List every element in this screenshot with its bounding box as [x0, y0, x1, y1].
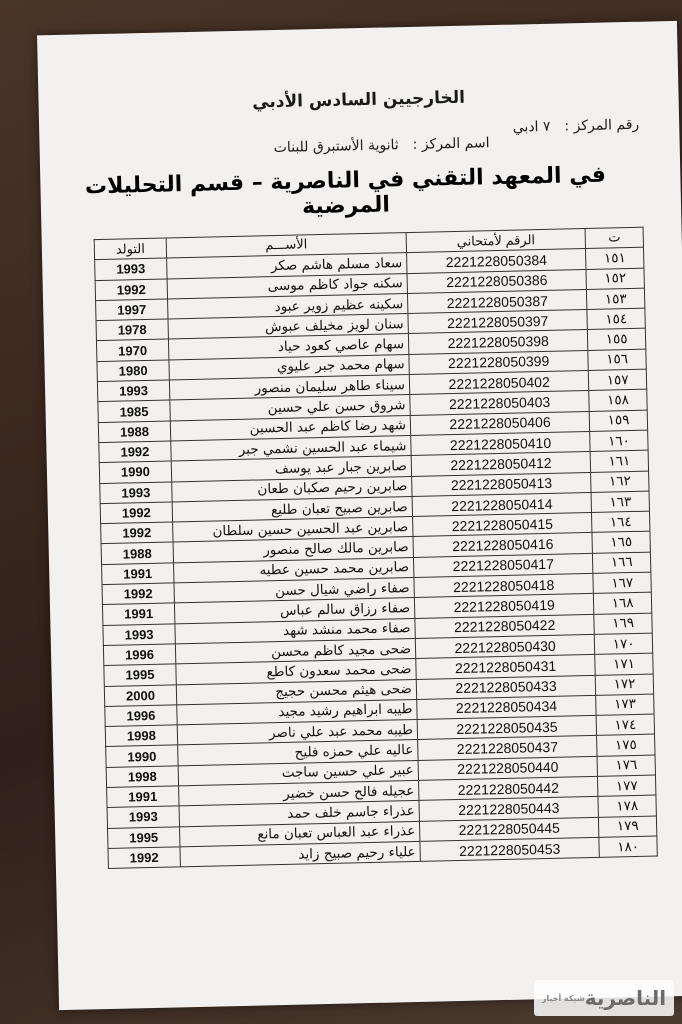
row-seq: ١٦٥ — [592, 532, 650, 554]
row-name: صابرين محمد حسين عطيه — [173, 557, 413, 583]
row-birth-year: 1993 — [95, 258, 167, 280]
row-name: سنان لويز مخيلف عبوش — [168, 314, 408, 340]
document-page — [37, 21, 682, 1010]
center-name-label: اسم المركز : — [412, 135, 490, 153]
row-name: عاليه علي حمزه فليح — [178, 740, 418, 766]
row-birth-year: 1993 — [100, 482, 172, 504]
row-birth-year: 1995 — [104, 664, 176, 686]
row-name: سكينه عظيم زوير عبود — [167, 293, 407, 319]
row-name: ضحى محمد سعدون كاطع — [176, 659, 416, 685]
header-name: الأســـم — [166, 233, 406, 259]
row-exam-number: 2221228050433 — [416, 675, 596, 699]
row-birth-year: 1991 — [102, 563, 174, 585]
center-number — [499, 117, 640, 136]
row-birth-year: 1998 — [105, 725, 177, 747]
row-seq: ١٦٧ — [593, 572, 651, 594]
row-birth-year: 1997 — [96, 299, 168, 321]
row-exam-number: 2221228050443 — [419, 797, 599, 821]
institute-heading: في المعهد التقني في الناصرية – قسم التحليلات المرضية — [84, 162, 607, 220]
row-name: شهد رضا كاظم عبد الحسين — [170, 415, 410, 441]
row-name: صفاء محمد منشد شهد — [175, 618, 415, 644]
row-exam-number: 2221228050406 — [410, 411, 590, 435]
header-seq: ت — [585, 227, 643, 249]
row-birth-year: 1990 — [106, 745, 178, 767]
row-exam-number: 2221228050430 — [415, 634, 595, 658]
row-seq: ١٥٤ — [587, 308, 645, 330]
row-name: ضحى مجيد كاظم محسن — [175, 638, 415, 664]
row-seq: ١٧٧ — [598, 775, 656, 797]
row-name: صفاء رزاق سالم عباس — [174, 598, 414, 624]
row-name: سعاد مسلم هاشم صكر — [167, 253, 407, 279]
row-seq: ١٦٦ — [593, 552, 651, 574]
row-seq: ١٧٤ — [596, 714, 654, 736]
row-name: صابرين رحيم صكبان طعان — [172, 476, 412, 502]
row-birth-year: 1993 — [103, 624, 175, 646]
row-exam-number: 2221228050384 — [407, 249, 587, 273]
row-birth-year: 1992 — [100, 502, 172, 524]
row-name: صفاء راضي شيال حسن — [174, 578, 414, 604]
row-birth-year: 1988 — [101, 542, 173, 564]
row-birth-year: 1992 — [108, 847, 180, 869]
student-table — [94, 227, 658, 870]
row-birth-year: 1996 — [105, 705, 177, 727]
row-seq: ١٦٢ — [591, 471, 649, 493]
row-name: طيبه محمد عبد علي ناصر — [177, 720, 417, 746]
row-exam-number: 2221228050440 — [418, 756, 598, 780]
row-exam-number: 2221228050419 — [414, 594, 594, 618]
row-seq: ١٦١ — [590, 450, 648, 472]
row-exam-number: 2221228050445 — [419, 817, 599, 841]
row-birth-year: 1995 — [108, 826, 180, 848]
row-exam-number: 2221228050435 — [417, 715, 597, 739]
row-exam-number: 2221228050418 — [414, 573, 594, 597]
row-exam-number: 2221228050403 — [410, 391, 590, 415]
watermark-text: الناصرية — [584, 986, 667, 1010]
row-seq: ١٥٥ — [588, 329, 646, 351]
row-birth-year: 1980 — [97, 360, 169, 382]
row-birth-year: 1970 — [96, 339, 168, 361]
row-birth-year: 1991 — [102, 603, 174, 625]
row-seq: ١٥٣ — [587, 288, 645, 310]
row-birth-year: 1998 — [106, 766, 178, 788]
watermark-subtitle: شبكة أخبار — [541, 993, 585, 1003]
header-birth-year: التولد — [94, 238, 166, 260]
row-exam-number: 2221228050399 — [409, 350, 589, 374]
row-exam-number: 2221228050386 — [407, 269, 587, 293]
row-seq: ١٦٨ — [594, 592, 652, 614]
row-birth-year: 1991 — [107, 786, 179, 808]
row-exam-number: 2221228050412 — [411, 452, 591, 476]
row-birth-year: 1992 — [101, 522, 173, 544]
row-exam-number: 2221228050387 — [407, 289, 587, 313]
row-seq: ١٥٨ — [589, 390, 647, 412]
row-exam-number: 2221228050437 — [418, 736, 598, 760]
row-birth-year: 1990 — [99, 461, 171, 483]
center-name-value: ثانوية الأستبرق للبنات — [273, 137, 399, 157]
row-seq: ١٨٠ — [599, 836, 657, 858]
row-name: سهام محمد جبر عليوي — [169, 354, 409, 380]
row-seq: ١٥٢ — [586, 268, 644, 290]
site-watermark-logo — [534, 980, 674, 1016]
row-birth-year: 2000 — [104, 684, 176, 706]
row-name: عذراء عبد العباس تعبان مانع — [179, 821, 419, 847]
row-name: صابرين مالك صالح منصور — [173, 537, 413, 563]
row-exam-number: 2221228050415 — [413, 513, 593, 537]
document-title: الخارجيين السادس الأدبي — [251, 87, 466, 113]
row-seq: ١٧٩ — [599, 816, 657, 838]
row-birth-year: 1978 — [96, 319, 168, 341]
row-name: طيبه ابراهيم رشيد مجيد — [177, 699, 417, 725]
row-seq: ١٧٠ — [595, 633, 653, 655]
row-name: صابرين جبار عبد يوسف — [171, 456, 411, 482]
row-name: سكنه جواد كاظم موسى — [167, 273, 407, 299]
table-body — [95, 247, 658, 868]
row-seq: ١٧٢ — [595, 674, 653, 696]
row-name: صابرين عبد الحسين حسين سلطان — [173, 517, 413, 543]
row-name: شيماء عبد الحسين نشمي جبر — [171, 435, 411, 461]
row-exam-number: 2221228050431 — [416, 655, 596, 679]
row-exam-number: 2221228050417 — [413, 553, 593, 577]
row-seq: ١٥٦ — [588, 349, 646, 371]
center-name — [260, 135, 490, 156]
row-exam-number: 2221228050416 — [413, 533, 593, 557]
row-exam-number: 2221228050442 — [419, 776, 599, 800]
row-seq: ١٧٣ — [596, 694, 654, 716]
row-exam-number: 2221228050434 — [417, 695, 597, 719]
row-seq: ١٧٨ — [598, 795, 656, 817]
row-exam-number: 2221228050398 — [408, 330, 588, 354]
row-birth-year: 1985 — [98, 400, 170, 422]
row-birth-year: 1992 — [95, 279, 167, 301]
row-seq: ١٧٦ — [597, 755, 655, 777]
row-seq: ١٥٧ — [589, 369, 647, 391]
row-seq: ١٦٣ — [591, 491, 649, 513]
row-seq: ١٥١ — [586, 247, 644, 269]
row-seq: ١٦٤ — [592, 511, 650, 533]
row-exam-number: 2221228050410 — [411, 431, 591, 455]
row-birth-year: 1993 — [107, 806, 179, 828]
row-name: صابرين صبيح تعبان طليع — [172, 496, 412, 522]
row-seq: ١٥٩ — [589, 410, 647, 432]
row-name: عبير علي حسين ساجت — [178, 760, 418, 786]
row-seq: ١٦٩ — [594, 613, 652, 635]
row-exam-number: 2221228050402 — [409, 371, 589, 395]
row-name: شروق حسن علي حسين — [170, 395, 410, 421]
header-exam-number: الرقم لأمتحاني — [406, 228, 586, 252]
row-exam-number: 2221228050397 — [408, 310, 588, 334]
row-birth-year: 1988 — [98, 421, 170, 443]
row-name: ضحى هيثم محسن حجيج — [176, 679, 416, 705]
row-seq: ١٧٥ — [597, 734, 655, 756]
row-name: سهام عاصي كعود حياد — [168, 334, 408, 360]
center-number-label: رقم المركز : — [564, 116, 640, 135]
row-birth-year: 1993 — [97, 380, 169, 402]
row-name: علياء رحيم صبيح زايد — [180, 841, 420, 867]
row-name: عذراء جاسم خلف حمد — [179, 801, 419, 827]
row-seq: ١٦٠ — [590, 430, 648, 452]
row-exam-number: 2221228050453 — [420, 837, 600, 861]
row-birth-year: 1992 — [99, 441, 171, 463]
row-name: عجيله فالح حسن خضير — [179, 780, 419, 806]
row-name: سيناء طاهر سليمان منصور — [169, 375, 409, 401]
row-exam-number: 2221228050422 — [415, 614, 595, 638]
row-exam-number: 2221228050413 — [412, 472, 592, 496]
center-number-value: ٧ ادبي — [512, 118, 551, 136]
row-birth-year: 1996 — [103, 644, 175, 666]
row-exam-number: 2221228050414 — [412, 492, 592, 516]
row-seq: ١٧١ — [595, 653, 653, 675]
row-birth-year: 1992 — [102, 583, 174, 605]
